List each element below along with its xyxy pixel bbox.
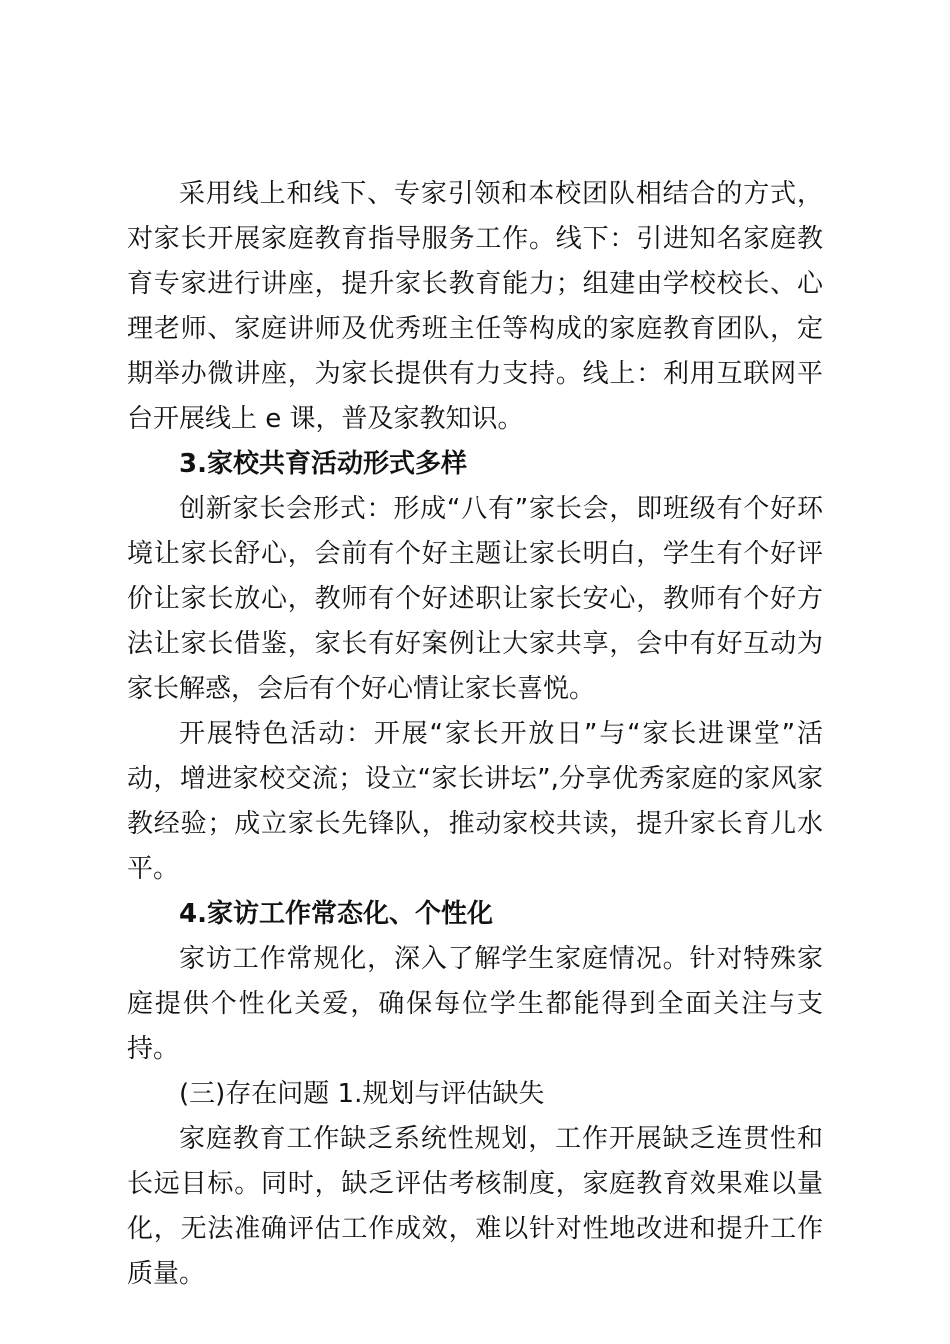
paragraph-planning-evaluation-gaps: 家庭教育工作缺乏系统性规划，工作开展缺乏连贯性和长远目标。同时，缺乏评估考核制度，家庭教育效果难以量化，无法准确评估工作成效，难以针对性地改进和提升工作质量。 (127, 1124, 823, 1289)
paragraph-online-offline-guidance: 采用线上和线下、专家引领和本校团队相结合的方式，对家长开展家庭教育指导服务工作。线下：引进知名家庭教育专家进行讲座，提升家长教育能力；组建由学校校长、心理老师、家庭讲师及优秀班主任等构成的家庭教育团队，定期举办微讲座，为家长提供有力支持。线上：利用互联网平台开展线上 e 课，普及家教知识。 (127, 179, 823, 434)
section-heading-existing-problems: (三)存在问题 1.规划与评估缺失 (179, 1079, 545, 1109)
document-page (127, 172, 823, 1297)
paragraph-home-visit-details: 家访工作常规化，深入了解学生家庭情况。针对特殊家庭提供个性化关爱，确保每位学生都能得到全面关注与支持。 (127, 944, 823, 1064)
heading-home-visits: 4.家访工作常态化、个性化 (179, 899, 493, 929)
paragraph-special-activities: 开展特色活动：开展“家长开放日”与“家长进课堂”活动，增进家校交流；设立“家长讲坛”,分享优秀家庭的家风家教经验；成立家长先锋队，推动家校共读，提升家长育儿水平。 (127, 719, 823, 884)
heading-home-school-activities: 3.家校共育活动形式多样 (179, 449, 467, 479)
paragraph-parent-meeting-format: 创新家长会形式：形成“八有”家长会，即班级有个好环境让家长舒心，会前有个好主题让家长明白，学生有个好评价让家长放心，教师有个好述职让家长安心，教师有个好方法让家长借鉴，家长有好案例让大家共享，会中有好互动为家长解惑，会后有个好心情让家长喜悦。 (127, 494, 823, 704)
